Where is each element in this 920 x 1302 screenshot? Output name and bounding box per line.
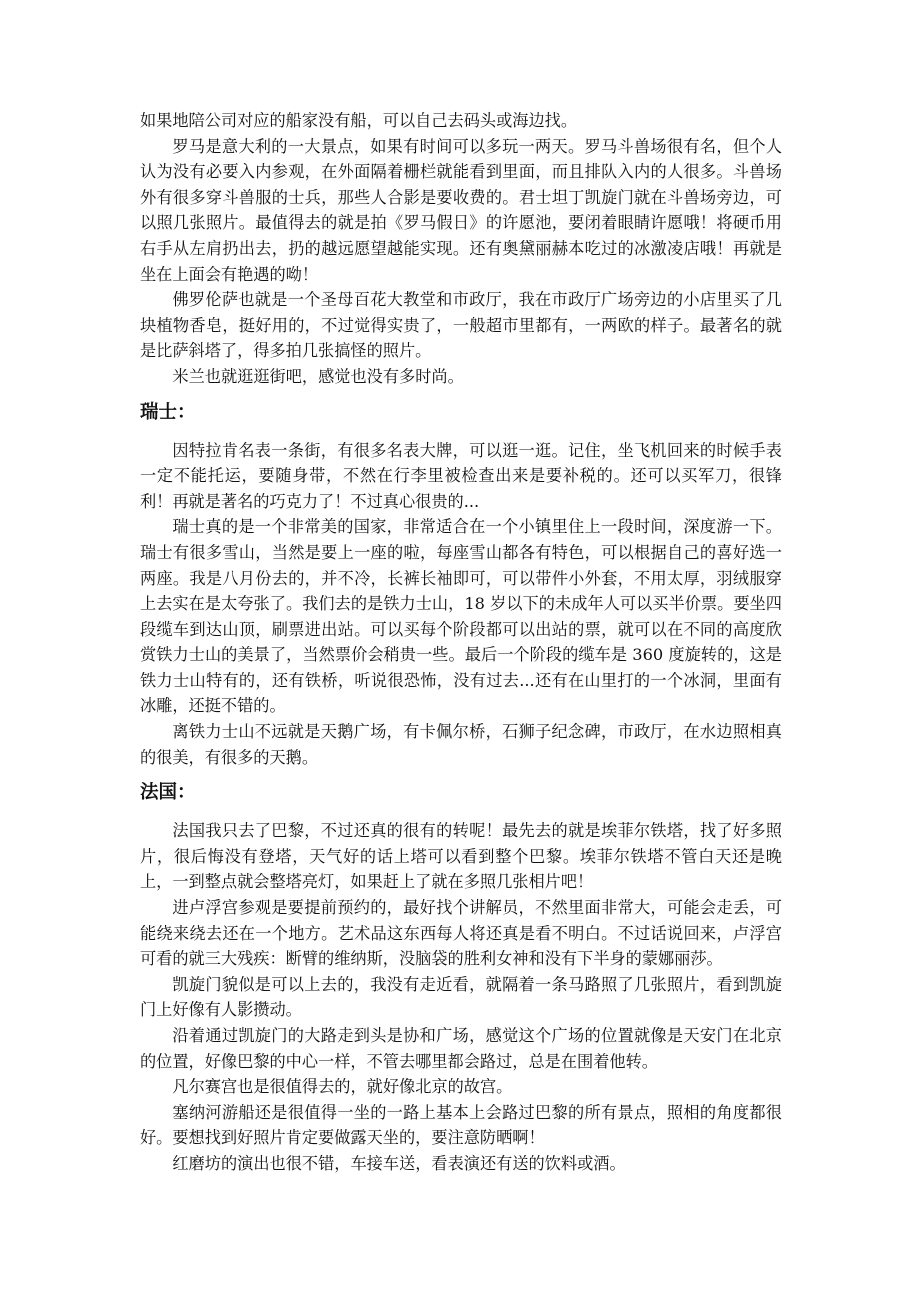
paragraph: 红磨坊的演出也很不错，车接车送，看表演还有送的饮料或酒。 bbox=[172, 1153, 626, 1173]
section-heading-france: 法国： bbox=[140, 782, 196, 804]
paragraph: 凡尔赛宫也是很值得去的，就好像北京的故宫。 bbox=[172, 1077, 513, 1097]
paragraph: 法国我只去了巴黎，不过还真的很有的转呢！最先去的就是埃菲尔铁塔，找了好多照片，很后悔没有登塔，天气好的话上塔可以看到整个巴黎。埃菲尔铁塔不管白天还是晚上，一到整点就会整塔亮灯，如果赶上了就在多照几张相片吧！ bbox=[140, 821, 782, 892]
paragraph: 瑞士真的是一个非常美的国家，非常适合在一个小镇里住上一段时间，深度游一下。瑞士有很多雪山，当然是要上一座的啦，每座雪山都各有特色，可以根据自己的喜好选一两座。我是八月份去的，并不冷，长裤长袖即可，可以带件小外套，不用太厚，羽绒服穿上去实在是太夸张了。我们去的是铁力士山，18 岁以下的未成年人可以买半价票。要坐四段缆车到达山顶，刷票进出站。可以买每个阶段都可以出站的票，就可以在不同的高度欣赏铁力士山的美景了，当然票价会稍贵一些。最后一个阶段的缆车是 360 度旋转的，这是铁力士山特有的，还有铁桥，听说很恐怖，没有过去...还有在山里打的一个冰洞，里面有冰雕，还挺不错的。 bbox=[140, 517, 782, 716]
paragraph: 沿着通过凯旋门的大路走到头是协和广场，感觉这个广场的位置就像是天安门在北京的位置，好像巴黎的中心一样，不管去哪里都会路过，总是在围着他转。 bbox=[140, 1026, 782, 1071]
paragraph: 米兰也就逛逛街吧，感觉也没有多时尚。 bbox=[172, 366, 464, 386]
paragraph: 罗马是意大利的一大景点，如果有时间可以多玩一两天。罗马斗兽场很有名，但个人认为没有必要入内参观，在外面隔着栅栏就能看到里面，而且排队入内的人很多。斗兽场外有很多穿斗兽服的士兵，那些人合影是要收费的。君士坦丁凯旋门就在斗兽场旁边，可以照几张照片。最值得去的就是拍《罗马假日》的许愿池，要闭着眼睛许愿哦！将硬币用右手从左肩扔出去，扔的越远愿望越能实现。还有奥黛丽赫本吃过的冰激凌店哦！再就是坐在上面会有艳遇的呦！ bbox=[140, 136, 782, 284]
paragraph: 凯旋门貌似是可以上去的，我没有走近看，就隔着一条马路照了几张照片，看到凯旋门上好像有人影攒动。 bbox=[140, 974, 782, 1020]
paragraph: 离铁力士山不远就是天鹅广场，有卡佩尔桥，石狮子纪念碑，市政厅，在水边照相真的很美，有很多的天鹅。 bbox=[140, 722, 782, 767]
paragraph: 进卢浮宫参观是要提前预约的，最好找个讲解员，不然里面非常大，可能会走丢，可能绕来绕去还在一个地方。艺术品这东西每人将还真是看不明白。不过话说回来，卢浮宫可看的就三大残疾：断臂的维纳斯，没脑袋的胜利女神和没有下半身的蒙娜丽莎。 bbox=[140, 898, 782, 969]
document-page bbox=[140, 108, 782, 1177]
italy-section bbox=[140, 108, 782, 390]
paragraph: 因特拉肯名表一条街，有很多名表大牌，可以逛一逛。记住，坐飞机回来的时候手表一定不能托运，要随身带，不然在行李里被检查出来是要补税的。还可以买军刀，很锋利！再就是著名的巧克力了！不过真心很贵的... bbox=[140, 440, 782, 511]
paragraph: 如果地陪公司对应的船家没有船，可以自己去码头或海边找。 bbox=[140, 111, 578, 130]
paragraph: 塞纳河游船还是很值得一坐的一路上基本上会路过巴黎的所有景点，照相的角度都很好。要想找到好照片肯定要做露天坐的，要注意防晒啊！ bbox=[140, 1102, 782, 1148]
section-heading-swiss: 瑞士： bbox=[140, 401, 196, 423]
france-section bbox=[140, 818, 782, 1176]
swiss-section bbox=[140, 438, 782, 771]
paragraph: 佛罗伦萨也就是一个圣母百花大教堂和市政厅，我在市政厅广场旁边的小店里买了几块植物香皂，挺好用的，不过觉得实贵了，一般超市里都有，一两欧的样子。最著名的就是比萨斜塔了，得多拍几张搞怪的照片。 bbox=[140, 290, 782, 361]
